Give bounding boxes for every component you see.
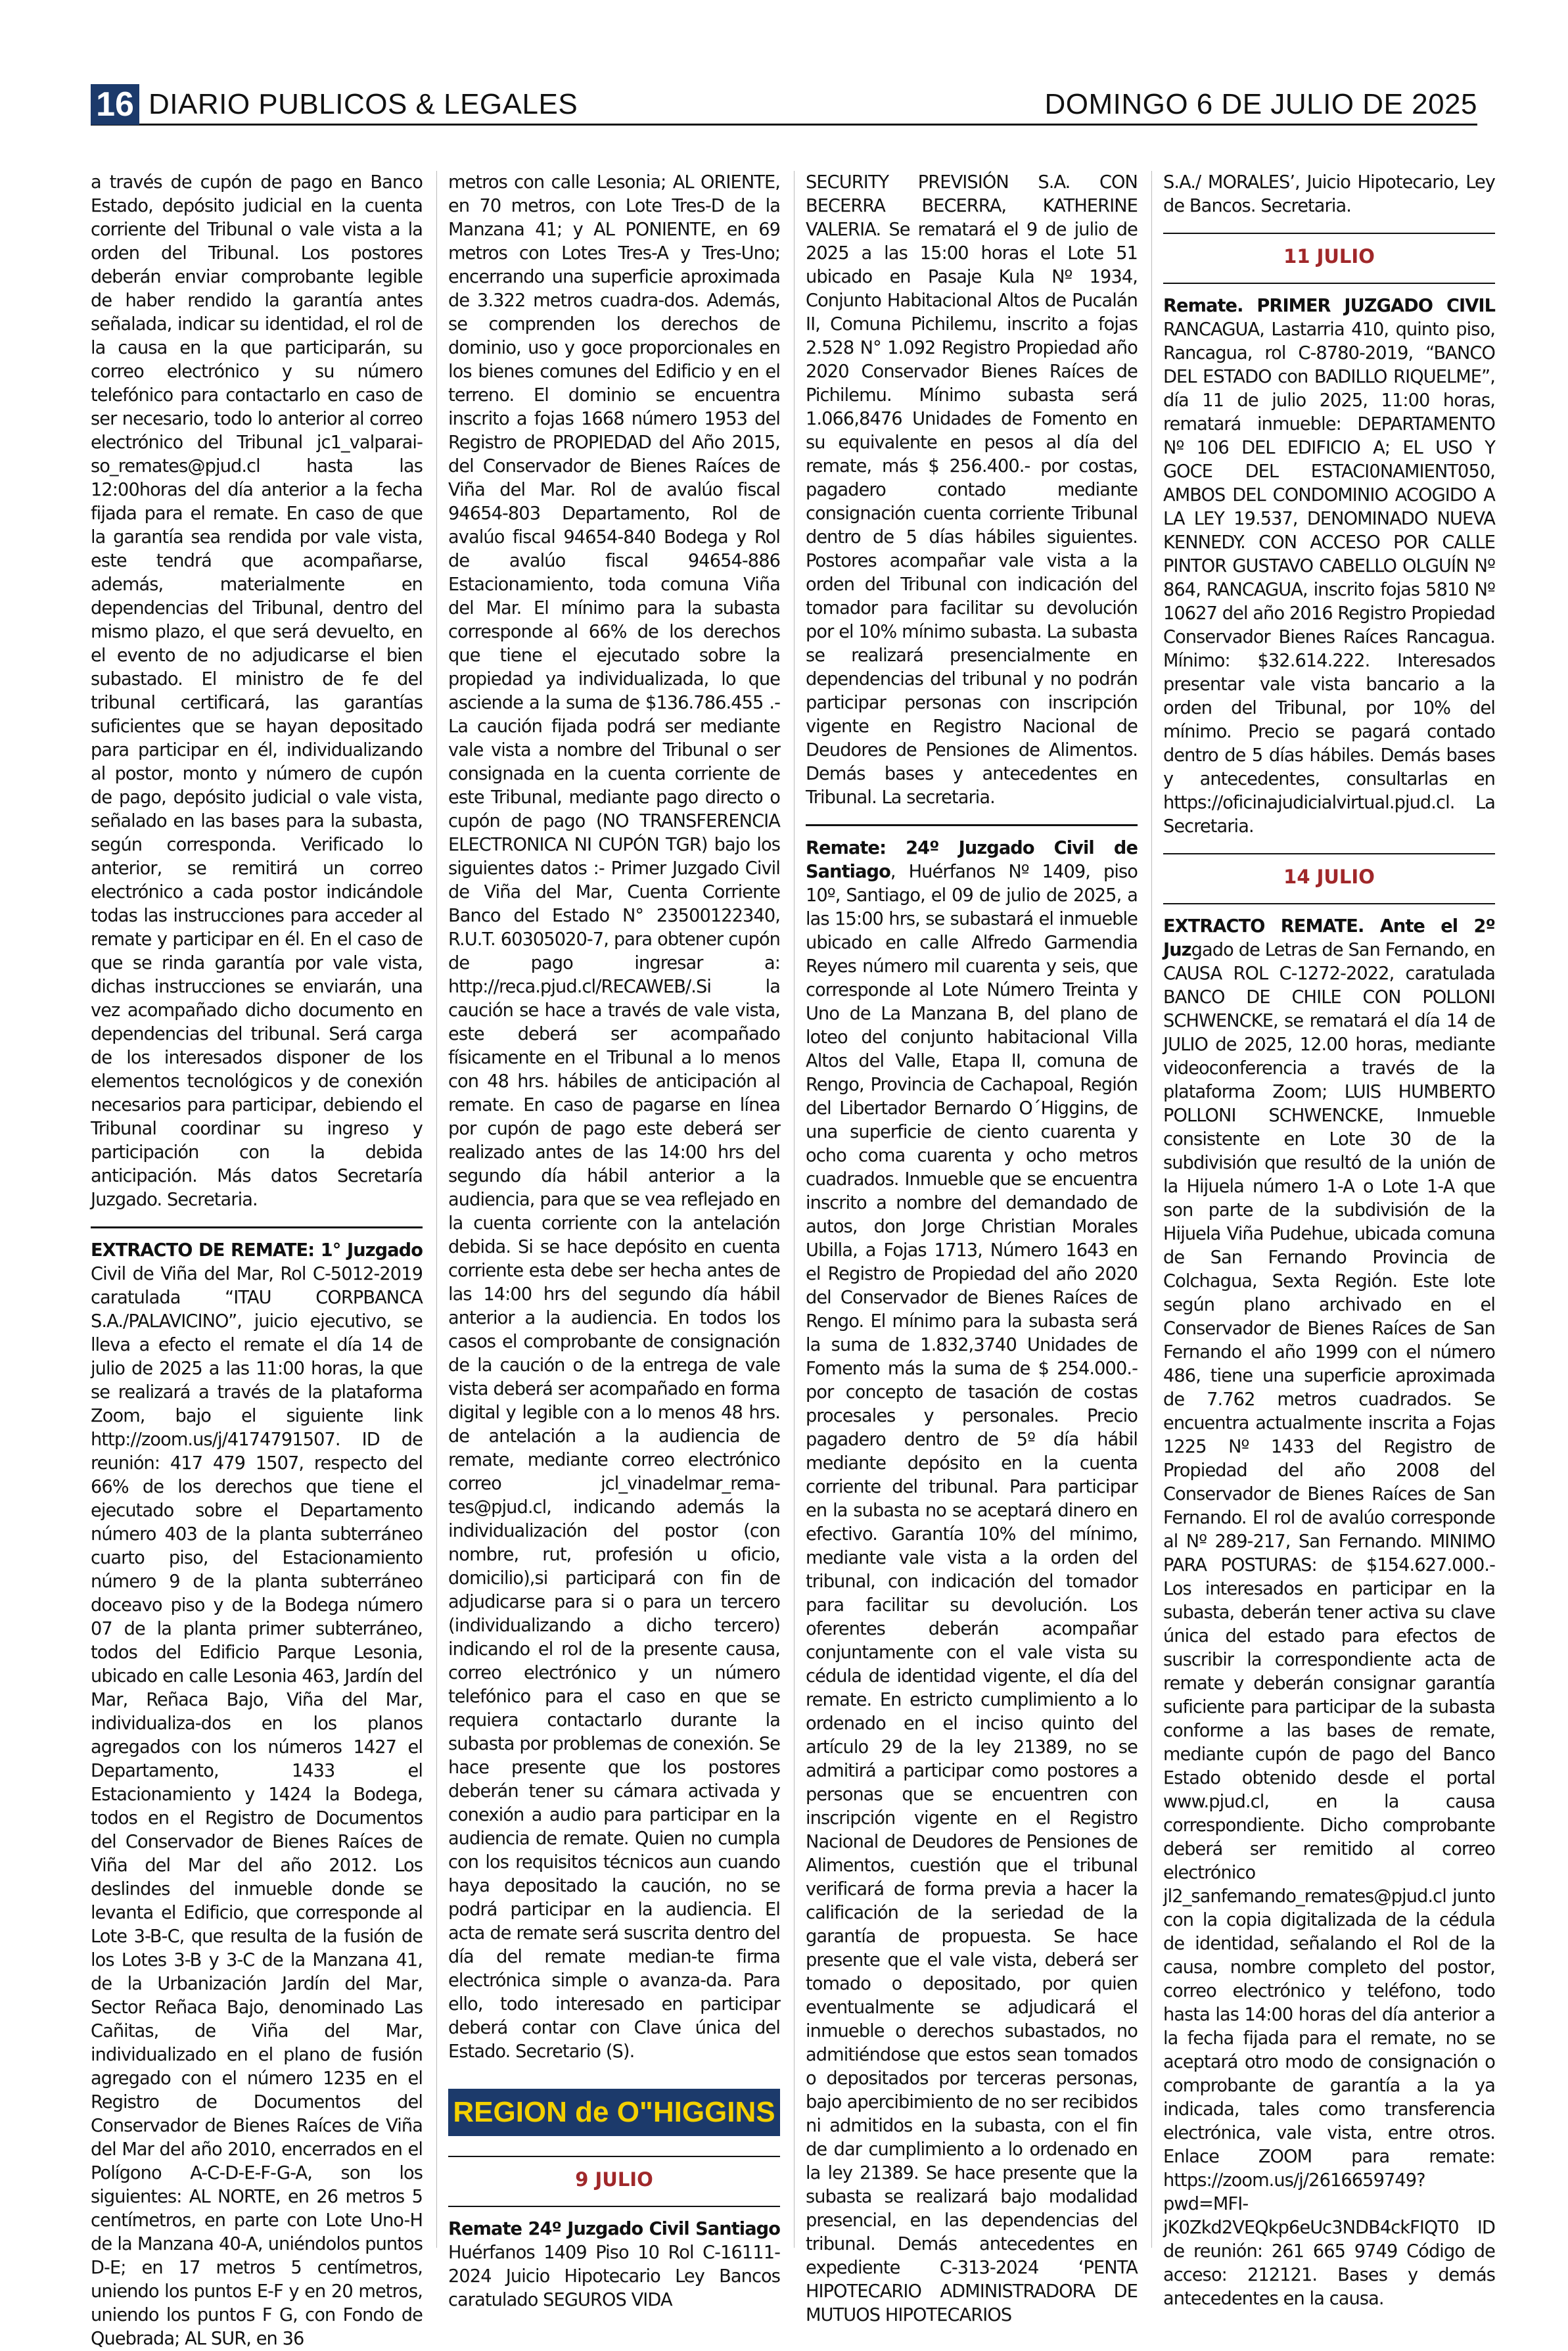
notice-heading: EXTRACTO REMATE. Ante el 2º Juz	[1163, 916, 1495, 960]
notice-divider	[91, 1226, 423, 1228]
date-heading: 9 JULIO	[575, 2168, 653, 2191]
notice-body: Civil de Viña del Mar, Rol C-5012-2019 caratulada “ITAU CORPBANCA S.A./PALAVICINO”, juicio ejecutivo, se lleva a efecto el remate el día 14 de julio de 2025 a las 11:00 horas, la que se realizará a través de la plataforma Zoom, bajo el siguiente link http://zoom.us/j/4174791507. ID de reunión: 417 479 1507, respecto del 66% de los derechos que tiene el ejecutado sobre el Departamento número 403 de la planta subterráneo cuarto piso, del Estacionamiento número 9 de la planta subterráneo doceavo piso y de la Bodega número 07 de la planta primer subterráneo, todos del Edificio Parque Lesonia, ubicado en calle Lesonia 463, Jardín del Mar, Reñaca Bajo, Viña del Mar, individualiza-dos en los planos agregados con los números 1427 el Departamento, 1433 el Estacionamiento y 1424 la Bodega, todos en el Registro de Documentos del Conservador de Bienes Raíces de Viña del Mar del año 2012. Los deslindes del inmueble donde se levanta el Edificio, que corresponde al Lote 3-B-C, que resulta de la fusión de los Lotes 3-B y 3-C de la Manzana 41, de la Urbanización Jardín del Mar, Sector Reñaca Bajo, denominado Las Cañitas, de Viña del Mar, individualizado en el plano de fusión agregado con el número 1235 en el Registro de Documentos del Conservador de Bienes Raíces de Viña del Mar del año 2010, encerrados en el Polígono A-C-D-E-F-G-A, son los siguientes: AL NORTE, en 26 metros 5 centímetros, en parte con Lote Uno-H de la Manzana 40-A, uniéndolos puntos D-E; en 17 metros 5 centímetros, uniendo los puntos E-F y en 20 metros, uniendo los puntos F G, con Fondo de Quebrada; AL SUR, en 36	[91, 1264, 423, 2349]
notice-body: gado de Letras de San Fernando, en CAUSA ROL C-1272-2022, caratulada BANCO DE CHILE CON POLLONI SCHWENCKE, se rematará el día 14 de JULIO de 2025, 12.00 horas, mediante videoconferencia a través de la plataforma Zoom; LUIS HUMBERTO POLLONI SCHWENCKE, Inmueble consistente en Lote 30 de la subdivisión que resultó de la unión de la Hijuela número 1-A o Lote 1-A que son parte de la subdivisión de la Hijuela Viña Pudehue, ubicada comuna de San Fernando Provincia de Colchagua, Sexta Región. Este lote según plano archivado en el Conservador de Bienes Raíces de San Fernando el año 1999 con el número 486, tiene una superficie aproximada de 7.762 metros cuadrados. Se encuentra actualmente inscrita a Fojas 1225 Nº 1433 del Registro de Propiedad del año 2008 del Conservador de Bienes Raíces de San Fernando. El rol de avalúo corresponde al Nº 289-217, San Fernando. MINIMO PARA POSTURAS: de $154.627.000.- Los interesados en participar en la subasta, deberán tener activa su clave única del estado para efectos de suscribir la correspondiente acta de remate y deberán consignar garantía suficiente para participar de la subasta conforme a las bases de remate, mediante cupón de pago del Banco Estado obtenido desde el portal www.pjud.cl, en la causa correspondiente. Dicho comprobante deberá ser remitido al correo electrónico jl2_sanfemando_remates@pjud.cl junto con la copia digitalizada de la cédula de identidad, señalando el Rol de la causa, nombre completo del postor, correo electrónico y teléfono, todo hasta las 14:00 horas del día anterior a la fecha fijada para el remate, no se aceptará otro modo de consignación o comprobante de garantía a la ya indicada, tales como transferencia electrónica, vale vista, entre otros. Enlace ZOOM para remate: https://zoom.us/j/2616659749?pwd=MFI-jK0Zkd2VEQkp6eUc3NDB4ckFIQT0 ID de reunión: 261 665 9749 Código de acceso: 212121. Bases y demás antecedentes en la causa.	[1163, 940, 1495, 2309]
notice-continuation: a través de cupón de pago en Banco Estado, depósito judicial en la cuenta corriente del Tribunal o vale vista a la orden del Tribunal. Los postores deberán enviar comprobante legible de haber rendido la garantía antes señalada, indicar su identidad, el rol de la causa en la que participarán, su correo electrónico y su número telefónico para contactarlo en caso de ser necesario, todo lo anterior al correo electrónico del Tribunal jc1_valparai-so_remates@pjud.cl hasta las 12:00horas del día anterior a la fecha fijada para el remate. En caso de que la garantía sea rendida por vale vista, este tendrá que acompañarse, además, materialmente en dependencias del Tribunal, dentro del mismo plazo, el que será devuelto, en el evento de no adjudicarse el bien subastado. El ministro de fe del tribunal certificará, las garantías suficientes que se hayan depositado para participar en él, individualizando al postor, monto y número de cupón de pago, depósito judicial o vale vista, señalado en las bases para la subasta, según corresponda. Verificado lo anterior, se remitirá un correo electrónico a cada postor indicándole todas las instrucciones para acceder al remate y participar en él. En el caso de que se rinda garantía por vale vista, dichas instrucciones se enviarán, una vez acompañado dicho documento en dependencias del tribunal. Será carga de los interesados disponer de los elementos tecnológicos y de conexión necesarios para participar, debiendo el Tribunal coordinar su ingreso y participación con la debida anticipación. Más datos Secretaría Juzgado. Secretaria.	[91, 172, 423, 1210]
notice-divider	[1163, 903, 1495, 904]
notice-heading: Remate 24º Juzgado Civil Santiago	[448, 2219, 780, 2239]
column-4	[1163, 171, 1495, 2309]
notice-rengo	[806, 837, 1138, 2327]
column-divider	[794, 171, 795, 2248]
notice-continuation: metros con calle Lesonia; AL ORIENTE, en 70 metros, con Lote Tres-D de la Manzana 41; y AL PONIENTE, en 69 metros con Lotes Tres-A y Tres-Uno; encerrando una superficie aproximada de 3.322 metros cuadra-dos. Además, se comprenden los derechos de dominio, uso y goce proporcionales en los bienes comunes del Edificio y en el terreno. El dominio se encuentra inscrito a fojas 1668 número 1953 del Registro de PROPIEDAD del Año 2015, del Conservador de Bienes Raíces de Viña del Mar. Rol de avalúo fiscal 94654-803 Departamento, Rol de avalúo fiscal 94654-840 Bodega y Rol de avalúo fiscal 94654-886 Estacionamiento, toda comuna Viña del Mar. El mínimo para la subasta corresponde al 66% de los derechos que tiene el ejecutado sobre la propiedad ya individualizada, lo que asciende a la suma de $136.786.455 .- La caución fijada podrá ser mediante vale vista a nombre del Tribunal o ser consignada en la cuenta corriente de este Tribunal, mediante pago directo o cupón de pago (NO TRANSFERENCIA ELECTRONICA NI CUPÓN TGR) bajo los siguientes datos :- Primer Juzgado Civil de Viña del Mar, Cuenta Corriente Banco del Estado N° 23500122340, R.U.T. 60305020-7, para obtener cupón de pago ingresar a: http://reca.pjud.cl/RECAWEB/.Si la caución se hace a través de vale vista, este deberá ser acompañado físicamente en el Tribunal a lo menos con 48 hrs. hábiles de anticipación al remate. En caso de pagarse en línea por cupón de pago este deberá ser realizado antes de las 14:00 hrs del segundo día hábil anterior a la audiencia, para que se vea reflejado en la cuenta corriente con la antelación debida. Si se hace depósito en cuenta corriente esta debe ser hecha antes de las 14:00 hrs del segundo día hábil anterior a la audiencia. En todos los casos el comprobante de consignación de la caución o de la entrega de vale vista deberá ser acompañado en forma digital y legible con a lo menos 48 hrs. de antelación a la audiencia de remate, mediante correo electrónico correo jcl_vinadelmar_rema-tes@pjud.cl, indicando además la individualización del postor (con nombre, rut, profesión u oficio, domicilio),si participará con fin de adjudicarse para si o para un tercero (individualizando a dicho tercero) indicando el rol de la presente causa, correo electrónico y un número telefónico para el caso en que se requiera contactarlo durante la subasta por problemas de conexión. Se hace presente que los postores deberán tener su cámara activada y conexión a audio para participar en la audiencia de remate. Quien no cumpla con los requisitos técnicos aun cuando haya depositado la caución, no se podrá participar en la audiencia. El acta de remate será suscrita dentro del día del remate median-te firma electrónica simple o avanza-da. Para ello, todo interesado en participar deberá contar con Clave única del Estado. Secretario (S).	[448, 172, 780, 2062]
column-2	[448, 171, 780, 2310]
column-3	[806, 171, 1138, 2325]
notice-divider	[1163, 233, 1495, 234]
notice-continuation: S.A./ MORALES’, Juicio Hipotecario, Ley de Bancos. Secretaria.	[1163, 172, 1495, 216]
notice-divider	[448, 2156, 780, 2157]
column-1	[91, 171, 423, 2349]
region-banner: REGION de O"HIGGINS	[448, 2089, 780, 2136]
notice-heading: Remate: 24º Juzgado Civil de Santiago	[806, 838, 1138, 882]
notice-body: Huérfanos 1409 Piso 10 Rol C-16111-2024 Juicio Hipotecario Ley Bancos caratulado SEGUROS VIDA	[448, 2243, 780, 2310]
issue-date: DOMINGO 6 DE JULIO DE 2025	[1044, 88, 1477, 120]
date-heading: 11 JULIO	[1283, 245, 1375, 268]
notice-san-fernando	[1163, 915, 1495, 2311]
notice-vina-del-mar	[91, 1239, 423, 2351]
notice-santiago-24	[448, 2218, 780, 2312]
notice-heading: EXTRACTO DE REMATE: 1° Juzgado	[91, 1240, 423, 1261]
notice-heading: Remate. PRIMER JUZGADO CIVIL	[1163, 296, 1495, 316]
notice-body: RANCAGUA, Lastarria 410, quinto piso, Rancagua, rol C-8780-2019, “BANCO DEL ESTADO con BADILLO RIQUELME”, día 11 de julio 2025, 11:00 horas, rematará inmueble: DEPARTAMENTO Nº 106 DEL EDIFICIO A; EL USO Y GOCE DEL ESTACI0NAMIENT050, AMBOS DEL CONDOMINIO ACOGIDO A LA LEY 19.537, DENOMINADO NUEVA KENNEDY. CON ACCESO POR CALLE PINTOR GUSTAVO CABELLO OLGUÍN Nº 864, RANCAGUA, inscrito fojas 5810 Nº 10627 del año 2016 Registro Propiedad Conservador Bienes Raíces Rancagua. Mínimo: $32.614.222. Interesados presentar vale vista bancario a la orden del Tribunal, por 10% del mínimo. Precio se pagará contado dentro de 5 días hábiles. Demás bases y antecedentes, consultarlas en https://oficinajudicialvirtual.pjud.cl. La Secretaria.	[1163, 319, 1495, 837]
section-title: DIARIO PUBLICOS & LEGALES	[149, 88, 578, 120]
page-header	[91, 84, 1477, 126]
notice-divider	[806, 824, 1138, 826]
notice-rancagua	[1163, 294, 1495, 839]
notice-divider	[1163, 853, 1495, 854]
notice-continuation: SECURITY PREVISIÓN S.A. CON BECERRA BECERRA, KATHERINE VALERIA. Se rematará el 9 de julio de 2025 a las 15:00 horas el Lote 51 ubicado en Pasaje Kula Nº 1934, Conjunto Habitacional Altos de Pucalán II, Comuna Pichilemu, inscrito a fojas 2.528 N° 1.092 Registro Propiedad año 2020 Conservador Bienes Raíces de Pichilemu. Mínimo subasta será 1.066,8476 Unidades de Fomento en su equivalente en pesos al día del remate, más $ 256.400.- por costas, pagadero contado mediante consignación cuenta corriente Tribunal dentro de 5 días hábiles siguientes. Postores acompañar vale vista a la orden del Tribunal con indicación del tomador para facilitar su devolución por el 10% mínimo subasta. La subasta se realizará presencialmente en dependencias del tribunal y no podrán participar personas con inscripción vigente en Registro Nacional de Deudores de Pensiones de Alimentos. Demás bases y antecedentes en Tribunal. La secretaria.	[806, 172, 1138, 808]
notice-divider	[1163, 283, 1495, 284]
notice-divider	[448, 2206, 780, 2207]
page-number: 16	[91, 84, 139, 125]
column-divider	[1151, 171, 1152, 2248]
notice-body: , Huérfanos Nº 1409, piso 10º, Santiago, el 09 de julio de 2025, a las 15:00 hrs, se subastará el inmueble ubicado en calle Alfredo Garmendia Reyes número mil cuarenta y seis, que corresponde al Lote Número Treinta y Uno de La Manzana B, del plano de loteo del conjunto habitacional Villa Altos del Valle, Etapa II, comuna de Rengo, Provincia de Cachapoal, Región del Libertador Bernardo O´Higgins, de una superficie de ciento cuarenta y ocho coma cuarenta y ocho metros cuadrados. Inmueble que se encuentra inscrito a nombre del demandado de autos, don Jorge Christian Morales Ubilla, a Fojas 1713, Número 1643 en el Registro de Propiedad del año 2020 del Conservador de Bienes Raíces de Rengo. El mínimo para la subasta será la suma de 1.832,3740 Unidades de Fomento más la suma de $ 254.000.- por concepto de tasación de costas procesales y personales. Precio pagadero dentro de 5º día hábil mediante depósito en la cuenta corriente del tribunal. Para participar en la subasta no se aceptará dinero en efectivo. Garantía 10% del mínimo, mediante vale vista a la orden del tribunal, con indicación del tomador para facilitar su devolución. Los oferentes deberán acompañar conjuntamente con el vale vista su cédula de identidad vigente, el día del remate. En estricto cumplimiento a lo ordenado en el inciso quinto del artículo 29 de la ley 21389, no se admitirá a participar como postores a personas que se encuentren con inscripción vigente en el Registro Nacional de Deudores de Pensiones de Alimentos, cuestión que el tribunal verificará de forma previa a hacer la calificación de la seriedad de la garantía de propuesta. Se hace presente que el vale vista, deberá ser tomado o depositado, por quien eventualmente se adjudicará el inmueble o derechos subastados, no admitiéndose que estos sean tomados o depositados por terceras personas, bajo apercibimiento de no ser recibidos ni admitidos en la subasta, con el fin de dar cumplimiento a lo ordenado en la ley 21389. Se hace presente que la subasta se realizará bajo modalidad presencial, en las dependencias del tribunal. Demás antecedentes en expediente C-313-2024 ‘PENTA HIPOTECARIO ADMINISTRADORA DE MUTUOS HIPOTECARIOS	[806, 862, 1138, 2325]
column-divider	[436, 171, 437, 2248]
date-heading: 14 JULIO	[1283, 866, 1375, 888]
